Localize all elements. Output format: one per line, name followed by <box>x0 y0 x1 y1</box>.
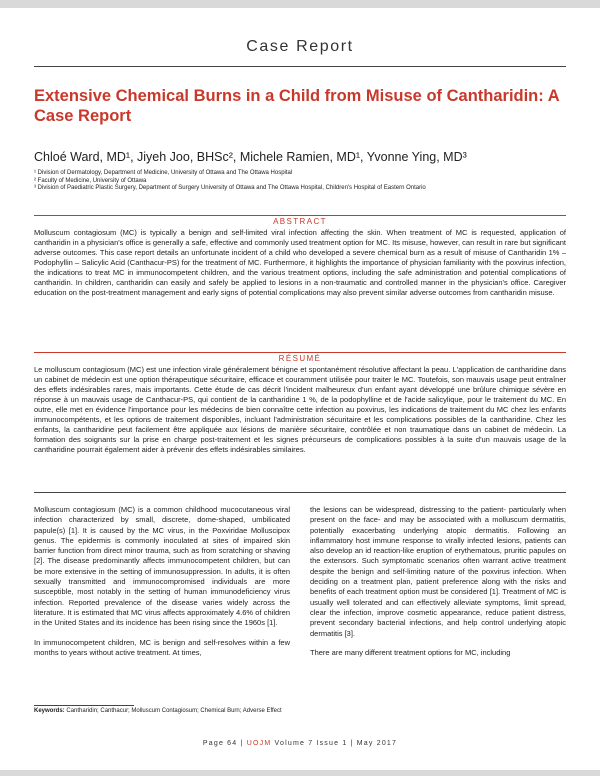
affiliation-2: ² Faculty of Medicine, University of Ottawa <box>34 177 147 184</box>
bottom-bar <box>0 770 600 776</box>
header-rule <box>34 66 566 67</box>
body-paragraph: In immunocompetent children, MC is benign and self-resolves within a few months to years without active treatment. At times, <box>34 637 290 657</box>
volume-issue: Volume 7 Issue 1 <box>274 740 348 747</box>
affiliations <box>34 170 574 193</box>
affiliation-3: ³ Division of Paediatric Plastic Surgery, Department of Surgery University of Ottawa and The Ottawa Hospital, Children's Hospital of Eastern Ontario <box>34 185 426 191</box>
abstract-end-rule <box>34 492 566 493</box>
journal-name: UOJM <box>246 740 272 747</box>
keywords-text: Cantharidin; Canthacur; Molluscum Contagiosum; Chemical Burn; Adverse Effect <box>66 708 282 714</box>
section-label: Case Report <box>246 38 354 55</box>
body-paragraph: the lesions can be widespread, distressing to the patient- particularly when present on the face- and may be associated with a molluscum dermatitis, potentially exacerbating underlying atopic dermatitis. Following an inflammatory host immune response to virally infected lesions, patients can also develop an id reaction-like eruption of erythematous, pruritic papules on the extensors. Such symptomatic scenarios often warrant active treatment despite the benign and self-limiting nature of the poxvirus infection. When deciding on a treatment plan, patient preference along with the risks and benefits of each treatment option must be considered [1]. Treatment of MC is usually well tolerated and can effectively alleviate symptoms, limit spread, clear the infection, improve cosmetic appearance, reduce patient distress, prevent secondary bacterial infections, and help control underlying atopic dermatitis [3]. <box>310 505 566 638</box>
keywords-label: Keywords: <box>34 708 65 714</box>
body-right-column <box>310 505 566 667</box>
authors: Chloé Ward, MD¹, Jiyeh Joo, BHSc², Michele Ramien, MD¹, Yvonne Ying, MD³ <box>34 150 467 164</box>
top-bar <box>0 0 600 8</box>
body-paragraph: There are many different treatment options for MC, including <box>310 647 511 657</box>
keywords-rule <box>34 705 134 706</box>
abstract-text: Molluscum contagiosum (MC) is typically a benign and self-limited viral infection affecting the skin. When treatment of MC is requested, application of cantharidin in a physician's office is generally a safe, effective and commonly used treatment option for MC. Its misuse, however, can result in rare but significant adverse outcomes. This case report details an unfortunate incident of a child who developed a severe chemical burn as a result of misuse of Cantharidin 1% – Podophyllin – Salicylic Acid (Canthacur-PS) for the treatment of MC. Furthermore, it highlights the importance of physician familiarity with the poxvirus infection, the indications to treat MC in immunocompetent children, and the various treatment options, including the safe administration and potential complications of cantharidin. In children, cantharidin can easily and safely be applied to lesions in a non-traumatic and controlled manner in the physician's office. Caregiver education on the post-treatment management and early signs of potential complications may also prevent similar adverse outcomes from cantharidin misuse. <box>34 228 566 297</box>
footer-separator: | <box>350 740 354 747</box>
page-footer <box>0 740 600 747</box>
body-left-column <box>34 505 290 667</box>
abstract-heading: ABSTRACT <box>34 215 566 227</box>
publication-date: May 2017 <box>356 740 398 747</box>
resume-heading: RÉSUMÉ <box>34 352 566 364</box>
resume-text: Le molluscum contagiosum (MC) est une infection virale généralement bénigne et spontanément résolutive affectant la peau. L'application de cantharidine dans un cabinet de médecin est une option thérapeutique sécuritaire, efficace et couramment utilisée pour traiter le MC. Toutefois, son mauvais usage peut entraîner des effets indésirables rares, mais importants. Cette étude de cas décrit l'incident malheureux d'un enfant ayant développé une brûlure chimique sévère en réponse à un mauvais usage de Canthacur-PS, qui contient de la cantharidine 1 %, de la podophylline et de l'acide salicylique, pour le traitement du MC. En outre, elle met en évidence l'importance pour les médecins de bien connaître cette infection au poxvirus, les indications de traitement du MC chez les enfants immunocompétents, et les options de traitement disponibles, incluant l'administration sécuritaire et les complications possibles de la cantharidine. Chez les enfants, la cantharidine peut facilement être appliquée aux lésions de manière sécuritaire, contrôlée et non traumatique dans un cabinet de médecin. La formation des soignants sur la prise en charge post-traitement et les signes précurseurs de complications possibles à la suite d'un mauvais usage de la cantharidine pourrait également aider à prévenir des effets indésirables similaires. <box>34 365 566 454</box>
affiliation-1: ¹ Division of Dermatology, Department of Medicine, University of Ottawa and The Ottawa Hospital <box>34 170 293 176</box>
page-number: Page 64 <box>202 740 238 747</box>
body-paragraph: Molluscum contagiosum (MC) is a common childhood mucocutaneous viral infection characterized by small, discrete, dome-shaped, umbilicated papule(s) [1]. It is caused by the MC virus, in the Poxviridae Molluscipox genus. The epidermis is commonly inoculated at sites of impaired skin barrier function from direct minor trauma, such as from scratching or shaving [2]. The disease predominantly affects immunocompetent children, but can be more extensive in the setting of immunosuppression. In adults, it is often sexually transmitted and immunocompromised individuals are more susceptible, most notably in the setting of human immunodeficiency virus infection. Reported prevalence of the disease varies widely across the literature. It is estimated that MC virus affects approximately 4.6% of children in the United States and its incidence has been rising since the 1960s [1]. <box>34 505 290 628</box>
article-title: Extensive Chemical Burns in a Child from Misuse of Cantharidin: A Case Report <box>34 87 560 125</box>
keywords <box>34 708 290 716</box>
footer-separator: | <box>240 740 244 747</box>
